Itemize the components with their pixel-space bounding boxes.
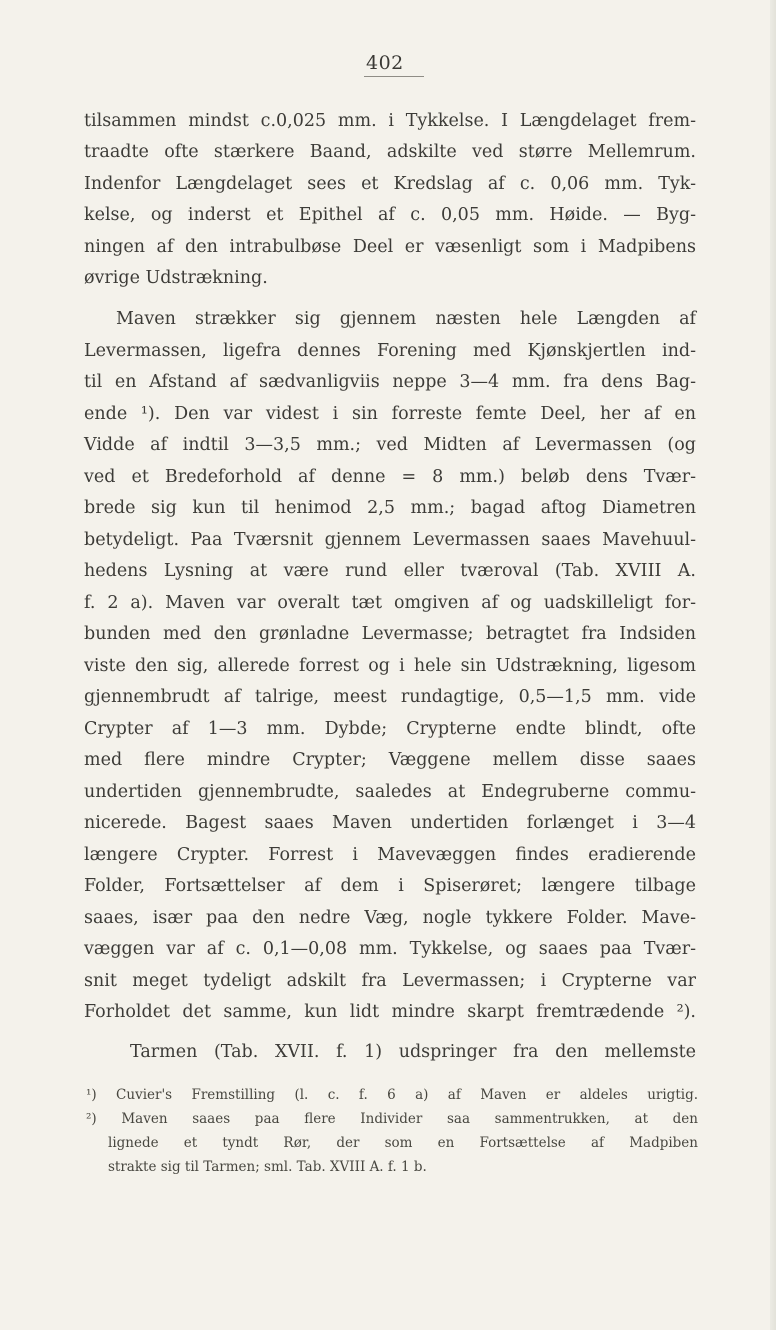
paragraph-1-line: Indenfor Længdelaget sees et Kredslag af c. 0,06 mm. Tyk-	[84, 174, 696, 194]
paragraph-2-line: snit meget tydeligt adskilt fra Levermassen; i Crypterne var	[84, 971, 696, 991]
footnote-line: ²) Maven saaes paa flere Individer saa sammentrukken, at den	[86, 1111, 698, 1127]
paragraph-2-line: til en Afstand af sædvanligviis neppe 3—4 mm. fra dens Bag-	[84, 372, 696, 392]
paragraph-2-line: viste den sig, allerede forrest og i hele sin Udstrækning, ligesom	[84, 656, 696, 676]
footnote-line: lignede et tyndt Rør, der som en Fortsættelse af Madpiben	[108, 1135, 698, 1151]
paragraph-2-line: undertiden gjennembrudte, saaledes at Endegruberne commu-	[84, 782, 696, 802]
page-number-underline	[364, 76, 424, 77]
paragraph-2-line: med flere mindre Crypter; Væggene mellem disse saaes	[84, 750, 696, 770]
paragraph-2-line: Folder, Fortsættelser af dem i Spiserøret; længere tilbage	[84, 876, 696, 896]
paragraph-2-line: Levermassen, ligefra dennes Forening med Kjønskjertlen ind-	[84, 341, 696, 361]
footnote-line: strakte sig til Tarmen; sml. Tab. XVIII A. f. 1 b.	[108, 1159, 427, 1175]
footnote-line: ¹) Cuvier's Fremstilling (l. c. f. 6 a) af Maven er aldeles urigtig.	[86, 1087, 698, 1103]
paragraph-3-line: Tarmen (Tab. XVII. f. 1) udspringer fra den mellemste	[130, 1042, 696, 1062]
page-number: 402	[366, 52, 404, 74]
paragraph-1-line: øvrige Udstrækning.	[84, 268, 268, 288]
paragraph-2-line: betydeligt. Paa Tværsnit gjennem Levermassen saaes Mavehuul-	[84, 530, 696, 550]
paragraph-1-line: kelse, og inderst et Epithel af c. 0,05 mm. Høide. — Byg-	[84, 205, 696, 225]
paragraph-1-line: ningen af den intrabulbøse Deel er væsenligt som i Madpibens	[84, 237, 696, 257]
paragraph-2-line: ende ¹). Den var videst i sin forreste femte Deel, her af en	[84, 404, 696, 424]
paragraph-2-line: f. 2 a). Maven var overalt tæt omgiven af og uadskilleligt for-	[84, 593, 696, 613]
paragraph-2-line: væggen var af c. 0,1—0,08 mm. Tykkelse, og saaes paa Tvær-	[84, 939, 696, 959]
paragraph-2-line: ved et Bredeforhold af denne = 8 mm.) beløb dens Tvær-	[84, 467, 696, 487]
paragraph-2-line: saaes, især paa den nedre Væg, nogle tykkere Folder. Mave-	[84, 908, 696, 928]
paragraph-2-line: Forholdet det samme, kun lidt mindre skarpt fremtrædende ²).	[84, 1002, 696, 1022]
paragraph-1-line: tilsammen mindst c.0,025 mm. i Tykkelse. I Længdelaget frem-	[84, 111, 696, 131]
paragraph-1-line: traadte ofte stærkere Baand, adskilte ved større Mellemrum.	[84, 142, 696, 162]
paragraph-2-line: Maven strækker sig gjennem næsten hele Længden af	[116, 309, 696, 329]
paragraph-2-line: brede sig kun til henimod 2,5 mm.; bagad aftog Diametren	[84, 498, 696, 518]
paragraph-2-line: bunden med den grønladne Levermasse; betragtet fra Indsiden	[84, 624, 696, 644]
paragraph-2-line: nicerede. Bagest saaes Maven undertiden forlænget i 3—4	[84, 813, 696, 833]
page-edge	[770, 0, 776, 1330]
paragraph-2-line: Crypter af 1—3 mm. Dybde; Crypterne endte blindt, ofte	[84, 719, 696, 739]
paragraph-2-line: hedens Lysning at være rund eller tværoval (Tab. XVIII A.	[84, 561, 696, 581]
paragraph-2-line: Vidde af indtil 3—3,5 mm.; ved Midten af Levermassen (og	[84, 435, 696, 455]
paragraph-2-line: længere Crypter. Forrest i Mavevæggen findes eradierende	[84, 845, 696, 865]
paragraph-2-line: gjennembrudt af talrige, meest rundagtige, 0,5—1,5 mm. vide	[84, 687, 696, 707]
